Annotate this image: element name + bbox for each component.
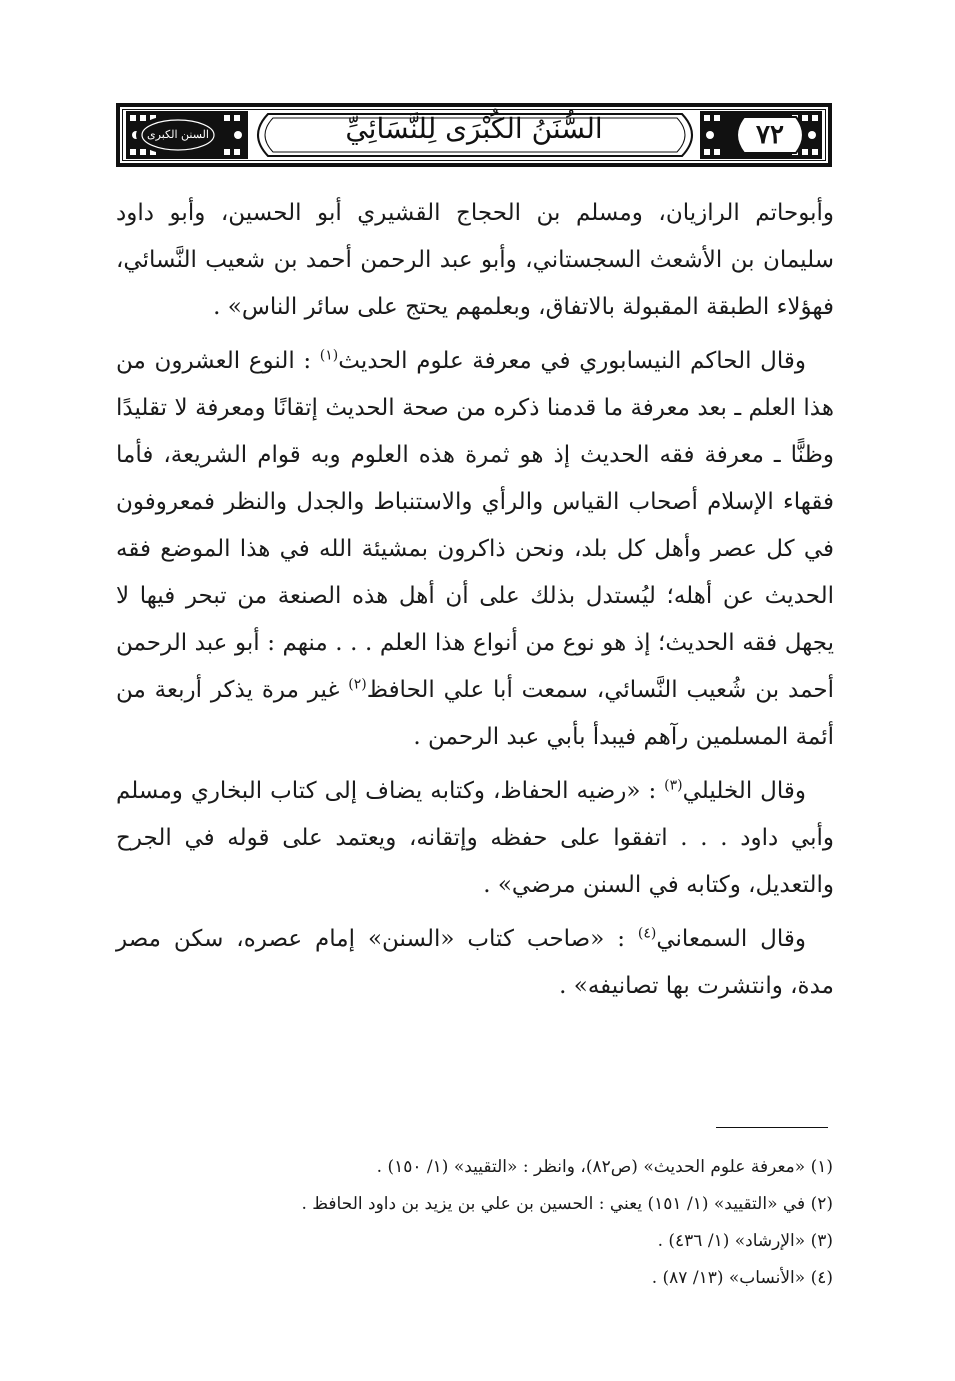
paragraph-text: وقال السمعاني (656, 926, 806, 952)
paragraph-text: غير مرة يذكر أربعة من أئمة المسلمين رآهم فيبدأ بأبي عبد الرحمن . (116, 677, 834, 750)
paragraph-2 (116, 338, 834, 761)
footnotes (121, 1149, 833, 1297)
main-text (116, 190, 834, 1017)
footnote-2: (٢) في «التقييد» (١/ ١٥١) يعني : الحسين بن علي بن يزيد بن داود الحافظ . (301, 1194, 833, 1214)
paragraph-text: وقال الخليلي (682, 778, 806, 804)
footnote-ref-1[interactable]: (١) (319, 347, 339, 364)
paragraph-text: وأبوحاتم الرازيان، ومسلم بن الحجاج القشيري أبو الحسين، وأبو داود سليمان بن الأشعث السجستاني، وأبو عبد الرحمن أحمد بن شعيب النَّسائي، فهؤلاء الطبقة المقبولة بالاتفاق، وبعلمهم يحتج على سائر الناس» . (116, 200, 834, 320)
footnote-3: (٣) «الإرشاد» (١/ ٤٣٦) . (657, 1231, 833, 1251)
paragraph-3 (116, 768, 834, 909)
footnote-separator (716, 1127, 828, 1128)
paragraph-text: وقال الحاكم النيسابوري في معرفة علوم الحديث (338, 348, 806, 374)
page-number: ٧٢ (756, 120, 784, 150)
paragraph-text: : «صاحب كتاب «السنن» إمام عصره، سكن مصر مدة، وانتشرت بها تصانيفه» . (116, 926, 834, 999)
page-header-banner (116, 103, 832, 167)
paragraph-text: : النوع العشرون من هذا العلم ـ بعد معرفة ما قدمنا ذكره من صحة الحديث إتقانًا ومعرفة لا تقليدًا وظنًّا ـ معرفة فقه الحديث إذ هو ثمرة هذه العلوم وبه قوام الشريعة، فأما فقهاء الإسلام أصحاب القياس والرأي والاستنباط والجدل والنظر فمعروفون في كل عصر وأهل كل بلد، ونحن ذاكرون بمشيئة الله في هذا الموضع فقه الحديث عن أهله؛ ليُستدل بذلك على أن أهل هذه الصنعة من تبحر فيها لا يجهل فقه الحديث؛ إذ هو نوع من أنواع هذا العلم . . . منهم : أبو عبد الرحمن أحمد بن شُعيب النَّسائي، سمعت أبا علي الحافظ (116, 348, 834, 703)
medallion-text: السنن الكبرى (147, 128, 209, 141)
running-title: السُّنَنُ الكُبْرَى لِلنَّسَائِيِّ (345, 112, 603, 145)
footnote-4: (٤) «الأنساب» (١٣/ ٨٧) . (651, 1268, 833, 1288)
paragraph-text: : «رضيه الحفاظ، وكتابه يضاف إلى كتاب البخاري ومسلم وأبي داود . . . اتفقوا على حفظه وإتقانه، ويعتمد على قوله في الجرح والتعديل، وكتابه في السنن مرضي» . (116, 778, 834, 898)
footnote-ref-4[interactable]: (٤) (637, 925, 657, 942)
paragraph-4 (116, 916, 834, 1010)
paragraph-1 (116, 190, 834, 331)
footnote-ref-3[interactable]: (٣) (664, 777, 683, 794)
footnote-1: (١) «معرفة علوم الحديث» (ص٨٢)، وانظر : «التقييد» (١/ ١٥٠) . (376, 1157, 833, 1177)
footnote-ref-2[interactable]: (٢) (348, 676, 367, 693)
